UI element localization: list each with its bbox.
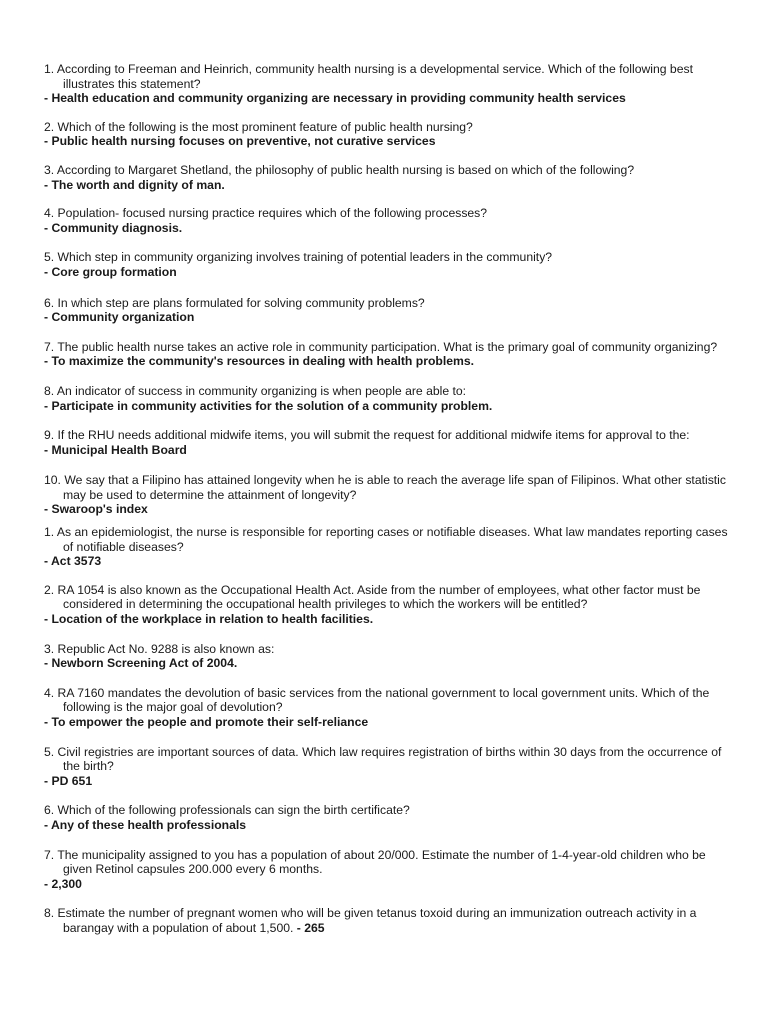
qa-item-4 [44, 206, 734, 235]
question-text: 1. As an epidemiologist, the nurse is responsible for reporting cases or notifiable diseases. What law mandates reporting cases of notifiable diseases? [44, 525, 728, 554]
answer-text: - Newborn Screening Act of 2004. [44, 656, 238, 671]
qa-item-5 [44, 250, 734, 279]
question-text: 4. RA 7160 mandates the devolution of basic services from the national government to local government units. Which of the following is the major goal of devolution? [44, 685, 710, 715]
qa-item-17 [44, 848, 734, 892]
answer-text: - Health education and community organizing are necessary in providing community health services [44, 91, 626, 106]
answer-text: - 265 [296, 920, 325, 935]
answer-text: - To empower the people and promote their self-reliance [44, 715, 369, 729]
question-text: 4. Population- focused nursing practice requires which of the following processes? [44, 206, 488, 221]
qa-item-18 [44, 906, 734, 935]
question-text: 9. If the RHU needs additional midwife items, you will submit the request for additional midwife items for approval to the: [44, 428, 690, 443]
qa-item-8 [44, 384, 734, 413]
question-text: 8. An indicator of success in community organizing is when people are able to: [44, 383, 467, 398]
qa-item-6 [44, 296, 734, 325]
question-text: 6. Which of the following professionals can sign the birth certificate? [44, 803, 410, 818]
qa-item-14 [44, 686, 734, 730]
question-text: 7. The public health nurse takes an active role in community participation. What is the primary goal of community organizing? [44, 339, 718, 354]
answer-text: - 2,300 [44, 876, 82, 891]
answer-text: - Community organization [44, 310, 195, 325]
question-text: 7. The municipality assigned to you has a population of about 20/000. Estimate the number of 1-4-year-old children who be given Retinol capsules 200.000 every 6 months. [44, 847, 706, 877]
answer-text: - Location of the workplace in relation to health facilities. [44, 612, 374, 627]
question-text: 3. Republic Act No. 9288 is also known as: [44, 641, 275, 656]
answer-text: - Any of these health professionals [44, 817, 247, 832]
question-text: 1. According to Freeman and Heinrich, community health nursing is a developmental service. Which of the following best illustrates this statement? [44, 62, 693, 91]
answer-text: - The worth and dignity of man. [44, 177, 225, 192]
qa-item-11 [44, 525, 734, 569]
question-text: 6. In which step are plans formulated for solving community problems? [44, 295, 425, 310]
question-text: 3. According to Margaret Shetland, the philosophy of public health nursing is based on which of the following? [44, 162, 635, 177]
answer-text: - Act 3573 [44, 554, 102, 569]
answer-text: - Community diagnosis. [44, 220, 183, 235]
question-text: 2. RA 1054 is also known as the Occupational Health Act. Aside from the number of employees, what other factor must be considered in determining the occupational health privileges to which the workers will be entitled? [44, 582, 701, 612]
question-text-inline: 8. Estimate the number of pregnant women who will be given tetanus toxoid during an immunization outreach activity in a barangay with a population of about 1,500. [44, 906, 697, 935]
answer-text: - PD 651 [44, 773, 93, 788]
question-text [44, 906, 734, 935]
answer-text: - Core group formation [44, 264, 177, 279]
qa-item-7 [44, 340, 734, 369]
qa-item-12 [44, 583, 734, 627]
question-text: 2. Which of the following is the most prominent feature of public health nursing? [44, 119, 473, 134]
document-body [44, 62, 734, 936]
qa-item-3 [44, 163, 734, 192]
answer-text: - Municipal Health Board [44, 442, 187, 457]
qa-item-16 [44, 803, 734, 832]
answer-text: - Public health nursing focuses on preventive, not curative services [44, 134, 436, 149]
question-text: 10. We say that a Filipino has attained longevity when he is able to reach the average life span of Filipinos. What other statistic may be used to determine the attainment of longevity? [44, 473, 726, 502]
qa-item-9 [44, 428, 734, 457]
question-text: 5. Civil registries are important sources of data. Which law requires registration of births within 30 days from the occurrence of the birth? [44, 744, 722, 774]
qa-item-10 [44, 473, 734, 517]
answer-text: - Participate in community activities for the solution of a community problem. [44, 398, 493, 413]
answer-text: - Swaroop's index [44, 502, 148, 517]
qa-item-15 [44, 745, 734, 789]
qa-item-2 [44, 120, 734, 149]
answer-text: - To maximize the community's resources in dealing with health problems. [44, 354, 475, 369]
qa-item-1 [44, 62, 734, 106]
question-text: 5. Which step in community organizing involves training of potential leaders in the community? [44, 250, 553, 265]
qa-item-13 [44, 642, 734, 671]
